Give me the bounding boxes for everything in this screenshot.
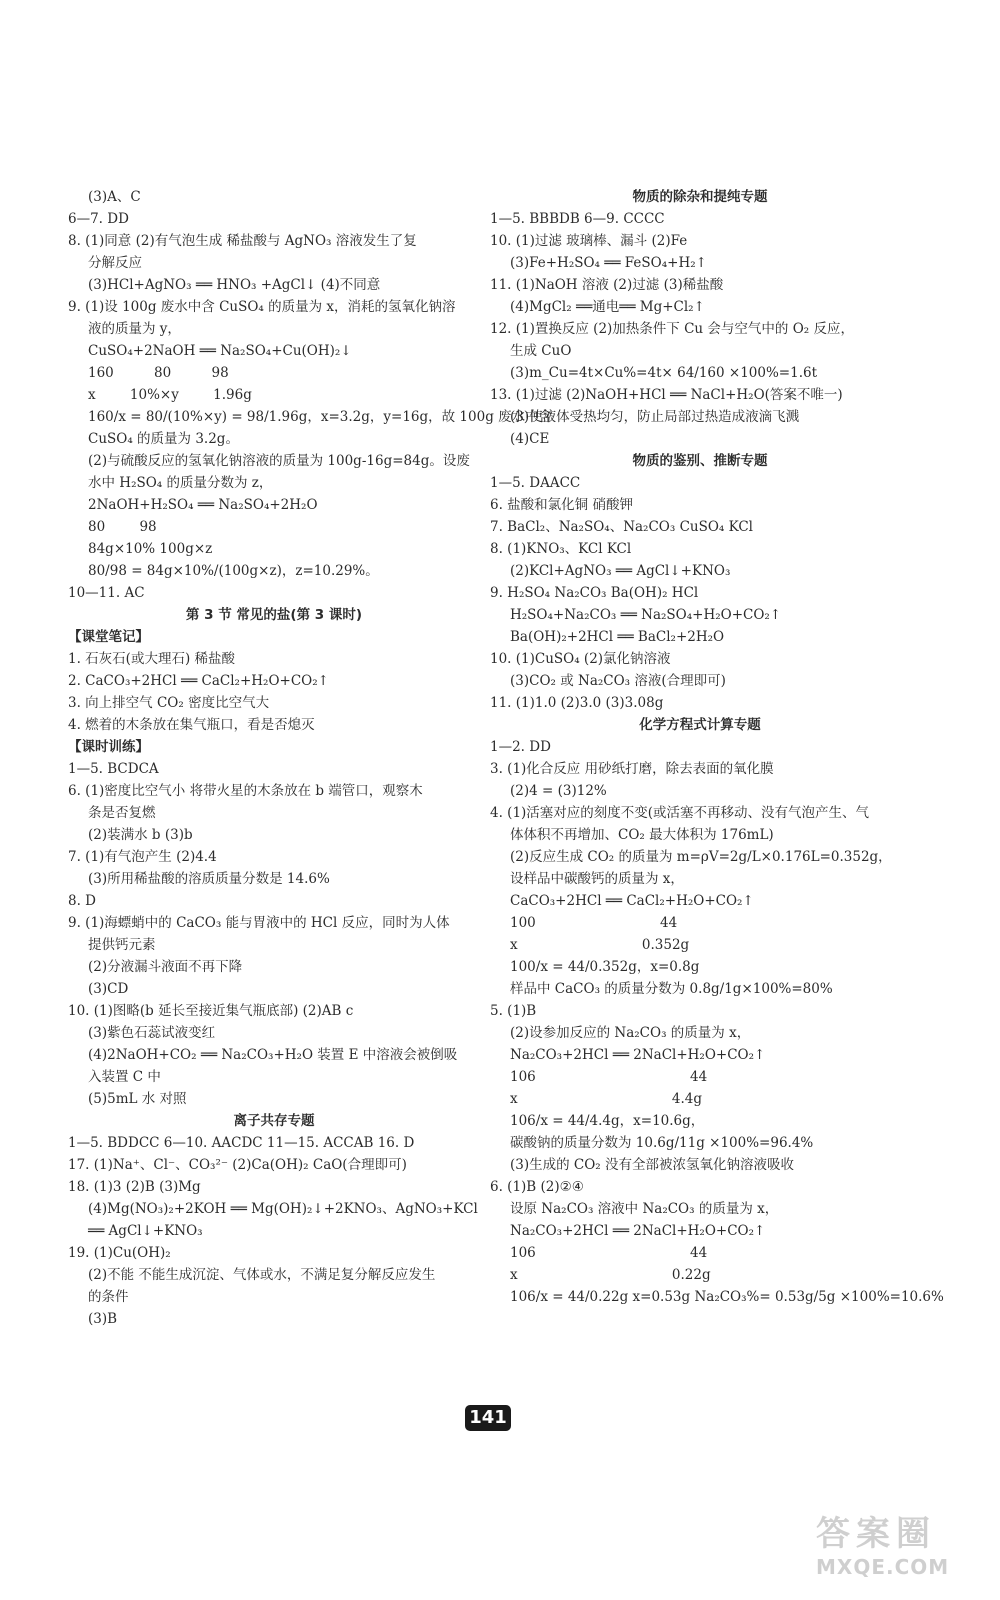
answer-line: 10—11. AC <box>68 585 145 601</box>
equation-ratio-line: x 4.4g <box>510 1091 703 1107</box>
answer-line: 17. (1)Na⁺、Cl⁻、CO₃²⁻ (2)Ca(OH)₂ CaO(合理即可) <box>68 1157 407 1173</box>
answer-line: 6. 盐酸和氯化铜 硝酸钾 <box>490 497 633 513</box>
answer-line: 分解反应 <box>88 255 142 271</box>
answer-line: 2. CaCO₃+2HCl ══ CaCl₂+H₂O+CO₂↑ <box>68 673 329 689</box>
answer-line: 的条件 <box>88 1289 129 1305</box>
answer-line: 11. (1)NaOH 溶液 (2)过滤 (3)稀盐酸 <box>490 277 724 293</box>
answer-line: 13. (1)过滤 (2)NaOH+HCl ══ NaCl+H₂O(答案不唯一) <box>490 387 843 403</box>
answer-line: 10. (1)图略(b 延长至接近集气瓶底部) (2)AB c <box>68 1003 354 1019</box>
equation-line: Na₂CO₃+2HCl ══ 2NaCl+H₂O+CO₂↑ <box>510 1223 766 1239</box>
section-heading: 物质的除杂和提纯专题 <box>632 189 768 205</box>
equation-line: CuSO₄+2NaOH ══ Na₂SO₄+Cu(OH)₂↓ <box>88 343 352 359</box>
answer-line: 4. (1)活塞对应的刻度不变(或活塞不再移动、没有气泡产生、气 <box>490 805 870 821</box>
equation-line: (2)KCl+AgNO₃ ══ AgCl↓+KNO₃ <box>510 563 731 579</box>
answer-line: (4)Mg(NO₃)₂+2KOH ══ Mg(OH)₂↓+2KNO₃、AgNO₃+KCl <box>88 1201 478 1217</box>
proportion-line: 106/x = 44/4.4g，x=10.6g， <box>510 1113 705 1129</box>
equation-line: Ba(OH)₂+2HCl ══ BaCl₂+2H₂O <box>510 629 725 645</box>
watermark-logo <box>816 1506 966 1579</box>
proportion-line: 80/98 = 84g×10%/(100g×z)，z=10.29%。 <box>88 563 379 579</box>
answer-line: (3)使液体受热均匀，防止局部过热造成液滴飞溅 <box>510 409 800 425</box>
answer-line: 6—7. DD <box>68 211 129 227</box>
right-column <box>490 186 944 1308</box>
answer-line: (2)与硫酸反应的氢氧化钠溶液的质量为 100g-16g=84g。设废 <box>88 453 470 469</box>
answer-line: 体体积不再增加、CO₂ 最大体积为 176mL) <box>510 827 774 843</box>
answer-line: (2)设参加反应的 Na₂CO₃ 的质量为 x， <box>510 1025 751 1041</box>
answer-line: 7. (1)有气泡产生 (2)4.4 <box>68 849 217 865</box>
answer-line: 9. (1)设 100g 废水中含 CuSO₄ 的质量为 x，消耗的氢氧化钠溶 <box>68 299 456 315</box>
answer-line: 5. (1)B <box>490 1003 537 1019</box>
equation-ratio-line: 80 98 <box>88 519 157 535</box>
answer-line: 碳酸钠的质量分数为 10.6g/11g ×100%=96.4% <box>510 1135 814 1151</box>
equation-ratio-line: 160 80 98 <box>88 365 229 381</box>
section-heading: 化学方程式计算专题 <box>639 717 761 733</box>
answer-line: 6. (1)B (2)②④ <box>490 1179 584 1195</box>
answer-line: 19. (1)Cu(OH)₂ <box>68 1245 171 1261</box>
subsection-label: 【课时训练】 <box>68 739 149 755</box>
answer-line: 设原 Na₂CO₃ 溶液中 Na₂CO₃ 的质量为 x， <box>510 1201 779 1217</box>
proportion-line: 100/x = 44/0.352g，x=0.8g <box>510 959 700 975</box>
answer-line: 9. H₂SO₄ Na₂CO₃ Ba(OH)₂ HCl <box>490 585 699 601</box>
answer-line: 10. (1)CuSO₄ (2)氯化钠溶液 <box>490 651 671 667</box>
answer-line: 7. BaCl₂、Na₂SO₄、Na₂CO₃ CuSO₄ KCl <box>490 519 753 535</box>
equation-line: (3)Fe+H₂SO₄ ══ FeSO₄+H₂↑ <box>510 255 707 271</box>
answer-line: 3. 向上排空气 CO₂ 密度比空气大 <box>68 695 270 711</box>
answer-line: (3)HCl+AgNO₃ ══ HNO₃ +AgCl↓ (4)不同意 <box>88 277 381 293</box>
equation-ratio-line: 100 44 <box>510 915 678 931</box>
answer-line: 3. (1)化合反应 用砂纸打磨，除去表面的氧化膜 <box>490 761 774 777</box>
proportion-line: 106/x = 44/0.22g x=0.53g Na₂CO₃%= 0.53g/5g ×100%=10.6% <box>510 1289 944 1305</box>
answer-line: (3)CO₂ 或 Na₂CO₃ 溶液(合理即可) <box>510 673 726 689</box>
answer-line: 1—5. BBBDB 6—9. CCCC <box>490 211 665 227</box>
section-heading: 离子共存专题 <box>233 1113 315 1129</box>
equation-line: CaCO₃+2HCl ══ CaCl₂+H₂O+CO₂↑ <box>510 893 754 909</box>
equation-line: Na₂CO₃+2HCl ══ 2NaCl+H₂O+CO₂↑ <box>510 1047 766 1063</box>
answer-line: 1—2. DD <box>490 739 551 755</box>
equation-ratio-line: 106 44 <box>510 1069 708 1085</box>
answer-line: 条是否复燃 <box>88 805 156 821</box>
equation-ratio-line: x 10%×y 1.96g <box>88 387 252 403</box>
answer-line: 水中 H₂SO₄ 的质量分数为 z， <box>88 475 273 491</box>
answer-line: (4)CE <box>510 431 550 447</box>
section-heading: 物质的鉴别、推断专题 <box>632 453 768 469</box>
equation-line: 2NaOH+H₂SO₄ ══ Na₂SO₄+2H₂O <box>88 497 318 513</box>
formula-line: (3)m_Cu=4t×Cu%=4t× 64/160 ×100%=1.6t <box>510 365 818 381</box>
answer-line: 8. D <box>68 893 96 909</box>
answer-line: 12. (1)置换反应 (2)加热条件下 Cu 会与空气中的 O₂ 反应， <box>490 321 854 337</box>
answer-line: 样品中 CaCO₃ 的质量分数为 0.8g/1g×100%=80% <box>510 981 833 997</box>
watermark-url: MXQE.COM <box>816 1555 950 1579</box>
answer-line: 1—5. BCDCA <box>68 761 159 777</box>
answer-line: 9. (1)海螵蛸中的 CaCO₃ 能与胃液中的 HCl 反应，同时为人体 <box>68 915 450 931</box>
answer-line: 生成 CuO <box>510 343 572 359</box>
page-number: 141 <box>465 1405 511 1431</box>
answer-line: 设样品中碳酸钙的质量为 x， <box>510 871 684 887</box>
proportion-line: 160/x = 80/(10%×y) = 98/1.96g，x=3.2g，y=16g，故 100g 废水中含 <box>88 409 553 425</box>
answer-line: 6. (1)密度比空气小 将带火星的木条放在 b 端管口，观察木 <box>68 783 423 799</box>
answer-line: CuSO₄ 的质量为 3.2g。 <box>88 431 239 447</box>
answer-line: 提供钙元素 <box>88 937 156 953</box>
answer-line: 入装置 C 中 <box>88 1069 161 1085</box>
answer-line: (3)B <box>88 1311 118 1327</box>
equation-line: H₂SO₄+Na₂CO₃ ══ Na₂SO₄+H₂O+CO₂↑ <box>510 607 782 623</box>
answer-line: 1—5. BDDCC 6—10. AACDC 11—15. ACCAB 16. D <box>68 1135 415 1151</box>
answer-line: (2)4 = (3)12% <box>510 783 607 799</box>
answer-line: (3)生成的 CO₂ 没有全部被浓氢氧化钠溶液吸收 <box>510 1157 795 1173</box>
answer-line: 液的质量为 y， <box>88 321 181 337</box>
answer-line: 18. (1)3 (2)B (3)Mg <box>68 1179 201 1195</box>
answer-line: 11. (1)1.0 (2)3.0 (3)3.08g <box>490 695 664 711</box>
answer-line: 1. 石灰石(或大理石) 稀盐酸 <box>68 651 235 667</box>
answer-line: (2)不能 不能生成沉淀、气体或水，不满足复分解反应发生 <box>88 1267 436 1283</box>
answer-line: 8. (1)KNO₃、KCl KCl <box>490 541 632 557</box>
watermark-text: 答案圈 <box>816 1514 936 1554</box>
equation-ratio-line: 84g×10% 100g×z <box>88 541 213 557</box>
answer-line: (3)CD <box>88 981 129 997</box>
answer-line: (2)分液漏斗液面不再下降 <box>88 959 243 975</box>
answer-line: (3)A、C <box>88 189 141 205</box>
equation-ratio-line: x 0.22g <box>510 1267 711 1283</box>
answer-line: (4)2NaOH+CO₂ ══ Na₂CO₃+H₂O 装置 E 中溶液会被倒吸 <box>88 1047 458 1063</box>
subsection-label: 【课堂笔记】 <box>68 629 149 645</box>
answer-line: (5)5mL 水 对照 <box>88 1091 187 1107</box>
answer-line: (3)所用稀盐酸的溶质质量分数是 14.6% <box>88 871 330 887</box>
equation-ratio-line: 106 44 <box>510 1245 708 1261</box>
section-heading: 第 3 节 常见的盐(第 3 课时) <box>185 607 363 623</box>
answer-line: ══ AgCl↓+KNO₃ <box>88 1223 203 1239</box>
answer-line: (2)装满水 b (3)b <box>88 827 193 843</box>
equation-line: (4)MgCl₂ ══通电══ Mg+Cl₂↑ <box>510 299 705 315</box>
answer-line: 4. 燃着的木条放在集气瓶口，看是否熄灭 <box>68 717 315 733</box>
answer-line: (3)紫色石蕊试液变红 <box>88 1025 216 1041</box>
answer-line: 8. (1)同意 (2)有气泡生成 稀盐酸与 AgNO₃ 溶液发生了复 <box>68 233 417 249</box>
answer-line: (2)反应生成 CO₂ 的质量为 m=ρV=2g/L×0.176L=0.352g， <box>510 849 892 865</box>
answer-line: 10. (1)过滤 玻璃棒、漏斗 (2)Fe <box>490 233 688 249</box>
answer-line: 1—5. DAACC <box>490 475 581 491</box>
equation-ratio-line: x 0.352g <box>510 937 690 953</box>
